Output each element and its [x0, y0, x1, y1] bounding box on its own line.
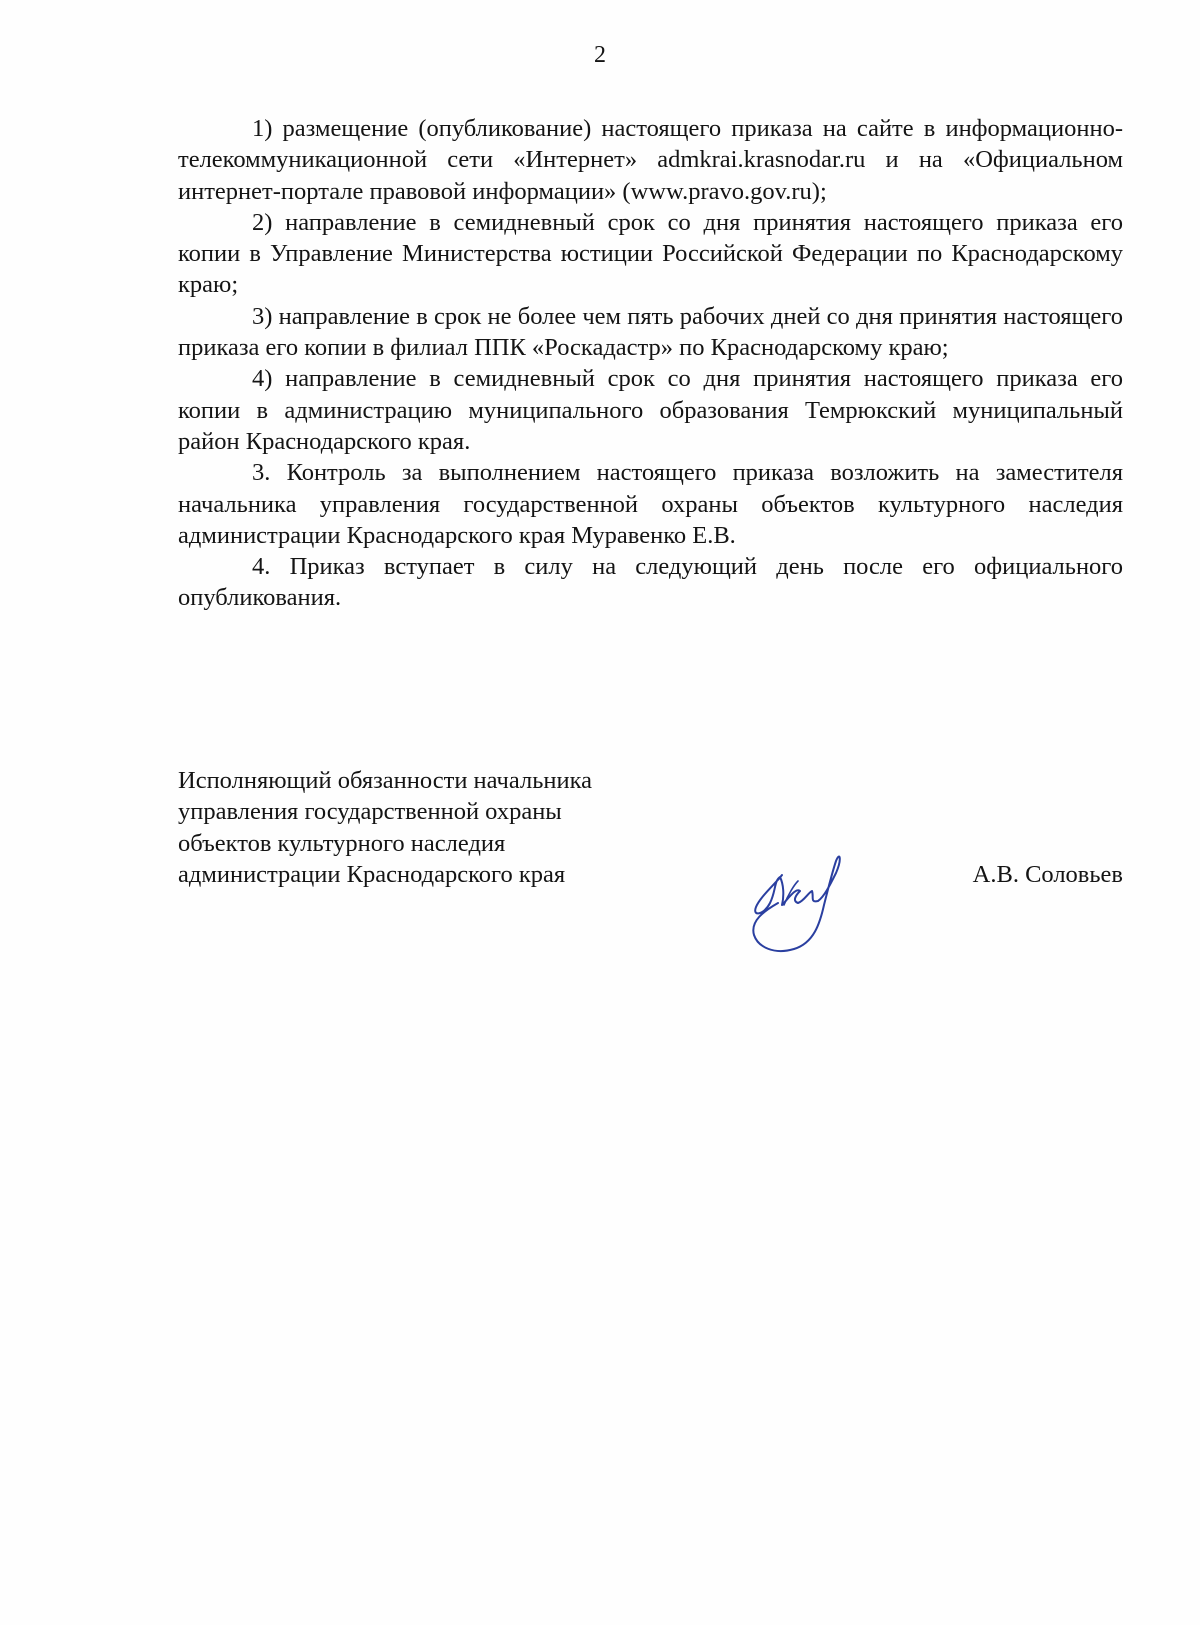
- paragraph-control: 3. Контроль за выполнением настоящего приказа возложить на заместителя начальника управления государственной охраны объектов культурного наследия администрации Краснодарского края Муравенко Е.В.: [178, 459, 1123, 549]
- paragraph-effective-date: 4. Приказ вступает в силу на следующий день после его официального опубликования.: [178, 553, 1123, 612]
- paragraph-municipality: 4) направление в семидневный срок со дня принятия настоящего приказа его копии в администрацию муниципального образования Темрюкский муниципальный район Краснодарского края.: [178, 365, 1123, 455]
- document-body: [178, 113, 1123, 614]
- paragraph-roskadastr: 3) направление в срок не более чем пять рабочих дней со дня принятия настоящего приказа его копии в филиал ППК «Роскадастр» по Краснодарскому краю;: [178, 302, 1123, 362]
- signer-position-line: управления государственной охраны: [178, 798, 562, 826]
- paragraph-publication: 1) размещение (опубликование) настоящего приказа на сайте в информационно-телекоммуникационной сети «Интернет» admkrai.krasnodar.ru и на «Официальном интернет-портале правовой информации» (www.pravo.gov.ru);: [178, 115, 1123, 205]
- signer-position: [178, 765, 698, 890]
- handwritten-signature: [738, 825, 858, 965]
- signer-position-line: объектов культурного наследия: [178, 829, 506, 857]
- signer-position-line: администрации Краснодарского края: [178, 860, 566, 888]
- signature-block: [178, 765, 1123, 965]
- signer-name: А.В. Соловьев: [972, 861, 1123, 888]
- signer-position-line: Исполняющий обязанности начальника: [178, 767, 592, 794]
- page-number: 2: [594, 42, 606, 68]
- paragraph-ministry-of-justice: 2) направление в семидневный срок со дня принятия настоящего приказа его копии в Управление Министерства юстиции Российской Федерации по Краснодарскому краю;: [178, 208, 1123, 299]
